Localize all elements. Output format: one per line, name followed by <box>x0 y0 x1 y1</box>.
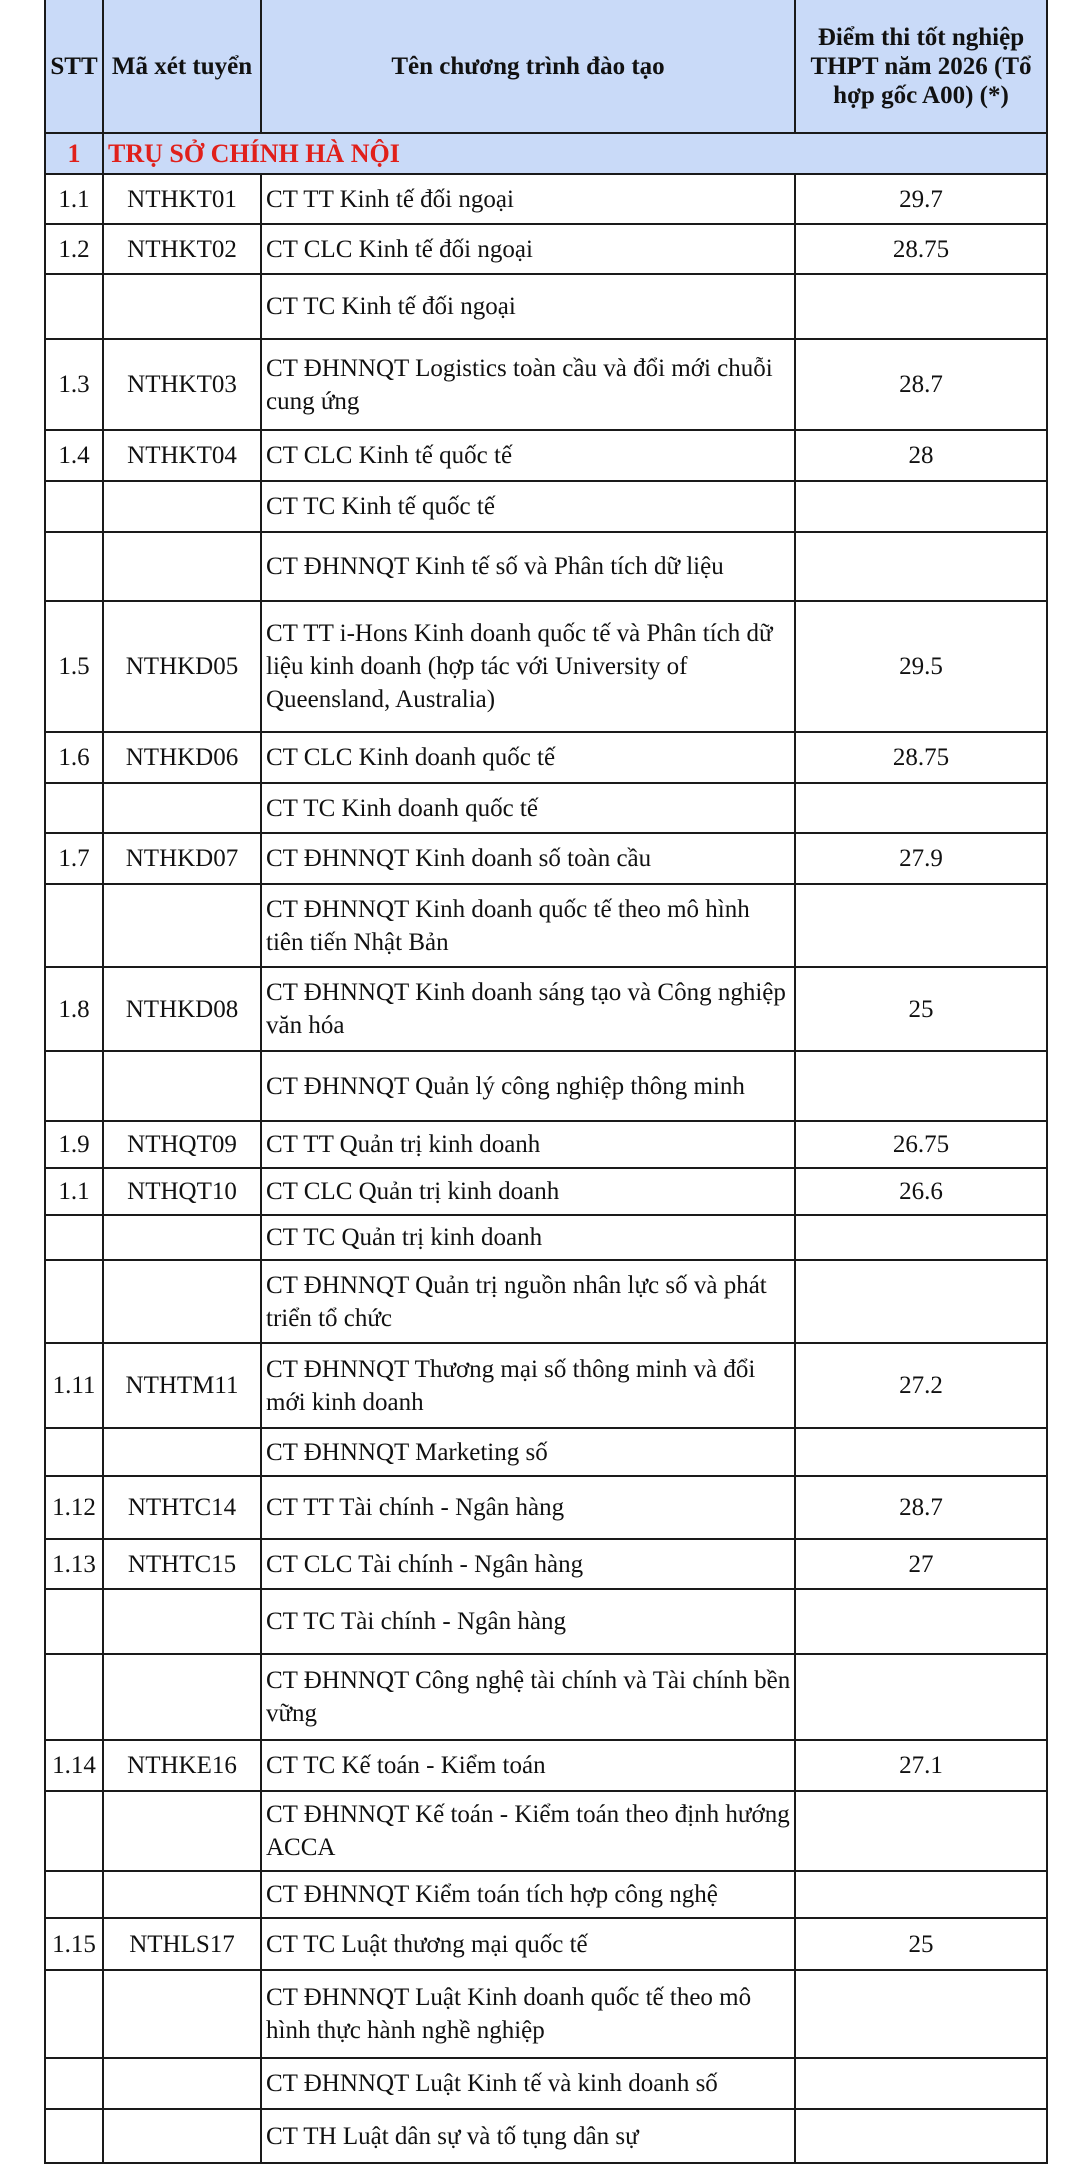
cell-score: 28.75 <box>795 224 1047 274</box>
cell-program-name: CT ĐHNNQT Thương mại số thông minh và đổi mới kinh doanh <box>261 1343 795 1428</box>
cell-code <box>103 1051 261 1121</box>
cell-score: 28.75 <box>795 732 1047 783</box>
cell-stt: 1.1 <box>45 174 103 224</box>
table-row <box>45 1051 1047 1121</box>
cell-stt: 1.6 <box>45 732 103 783</box>
cell-stt: 1.14 <box>45 1740 103 1791</box>
cell-code <box>103 1589 261 1654</box>
cell-program-name: CT TC Luật thương mại quốc tế <box>261 1918 795 1970</box>
cell-stt <box>45 481 103 532</box>
cell-code <box>103 1871 261 1918</box>
cell-score: 27.2 <box>795 1343 1047 1428</box>
cell-score: 29.5 <box>795 601 1047 732</box>
cell-code: NTHKD07 <box>103 833 261 884</box>
cell-stt <box>45 1428 103 1476</box>
cell-code: NTHQT10 <box>103 1168 261 1215</box>
cell-stt: 1.13 <box>45 1539 103 1589</box>
cell-code <box>103 2058 261 2109</box>
table-row <box>45 1343 1047 1428</box>
section-title: TRỤ SỞ CHÍNH HÀ NỘI <box>103 133 1047 174</box>
cell-stt: 1.1 <box>45 1168 103 1215</box>
admission-scores-table-wrapper <box>44 0 1046 2164</box>
cell-score <box>795 884 1047 967</box>
cell-code: NTHQT09 <box>103 1121 261 1168</box>
cell-score: 27 <box>795 1539 1047 1589</box>
cell-program-name: CT CLC Quản trị kinh doanh <box>261 1168 795 1215</box>
cell-score: 26.75 <box>795 1121 1047 1168</box>
cell-code <box>103 532 261 601</box>
cell-stt <box>45 1260 103 1343</box>
cell-stt <box>45 274 103 339</box>
table-row <box>45 732 1047 783</box>
header-score: Điểm thi tốt nghiệp THPT năm 2026 (Tổ hợp gốc A00) (*) <box>795 0 1047 133</box>
header-code: Mã xét tuyển <box>103 0 261 133</box>
cell-code <box>103 2109 261 2163</box>
section-number: 1 <box>45 133 103 174</box>
cell-program-name: CT ĐHNNQT Kế toán - Kiểm toán theo định hướng ACCA <box>261 1791 795 1871</box>
table-row <box>45 430 1047 481</box>
cell-stt <box>45 2058 103 2109</box>
table-row <box>45 224 1047 274</box>
table-row <box>45 1740 1047 1791</box>
table-row <box>45 783 1047 833</box>
table-row <box>45 339 1047 430</box>
cell-program-name: CT TC Tài chính - Ngân hàng <box>261 1589 795 1654</box>
cell-program-name: CT CLC Tài chính - Ngân hàng <box>261 1539 795 1589</box>
cell-code <box>103 1654 261 1740</box>
table-row <box>45 1215 1047 1260</box>
table-row <box>45 1539 1047 1589</box>
cell-program-name: CT TC Kinh tế quốc tế <box>261 481 795 532</box>
cell-code: NTHKT03 <box>103 339 261 430</box>
cell-program-name: CT CLC Kinh tế quốc tế <box>261 430 795 481</box>
cell-stt <box>45 884 103 967</box>
cell-program-name: CT TT Quản trị kinh doanh <box>261 1121 795 1168</box>
cell-stt <box>45 1871 103 1918</box>
cell-program-name: CT ĐHNNQT Kinh doanh quốc tế theo mô hình tiên tiến Nhật Bản <box>261 884 795 967</box>
cell-program-name: CT ĐHNNQT Marketing số <box>261 1428 795 1476</box>
cell-score: 29.7 <box>795 174 1047 224</box>
admission-scores-table <box>44 0 1048 2164</box>
cell-program-name: CT TT i-Hons Kinh doanh quốc tế và Phân tích dữ liệu kinh doanh (hợp tác với University of Queensland, Australia) <box>261 601 795 732</box>
cell-program-name: CT TC Kinh tế đối ngoại <box>261 274 795 339</box>
section-row <box>45 133 1047 174</box>
cell-score <box>795 1970 1047 2058</box>
cell-program-name: CT TH Luật dân sự và tố tụng dân sự <box>261 2109 795 2163</box>
cell-stt: 1.11 <box>45 1343 103 1428</box>
cell-code: NTHKT04 <box>103 430 261 481</box>
cell-code: NTHKT02 <box>103 224 261 274</box>
cell-stt <box>45 1970 103 2058</box>
table-row <box>45 1918 1047 1970</box>
cell-stt <box>45 1791 103 1871</box>
cell-program-name: CT CLC Kinh tế đối ngoại <box>261 224 795 274</box>
table-row <box>45 601 1047 732</box>
cell-code <box>103 481 261 532</box>
cell-score <box>795 1654 1047 1740</box>
cell-score <box>795 1428 1047 1476</box>
cell-code: NTHLS17 <box>103 1918 261 1970</box>
table-row <box>45 1589 1047 1654</box>
cell-program-name: CT ĐHNNQT Kinh tế số và Phân tích dữ liệu <box>261 532 795 601</box>
cell-score <box>795 783 1047 833</box>
cell-code <box>103 1215 261 1260</box>
cell-stt: 1.7 <box>45 833 103 884</box>
table-row <box>45 2109 1047 2163</box>
cell-stt: 1.4 <box>45 430 103 481</box>
table-row <box>45 1871 1047 1918</box>
cell-program-name: CT TC Kế toán - Kiểm toán <box>261 1740 795 1791</box>
cell-stt: 1.15 <box>45 1918 103 1970</box>
cell-stt <box>45 1051 103 1121</box>
cell-code <box>103 274 261 339</box>
cell-code <box>103 783 261 833</box>
cell-program-name: CT TC Kinh doanh quốc tế <box>261 783 795 833</box>
table-row <box>45 532 1047 601</box>
cell-stt <box>45 2109 103 2163</box>
cell-program-name: CT ĐHNNQT Luật Kinh doanh quốc tế theo mô hình thực hành nghề nghiệp <box>261 1970 795 2058</box>
cell-stt: 1.3 <box>45 339 103 430</box>
cell-score: 28 <box>795 430 1047 481</box>
cell-score <box>795 2058 1047 2109</box>
cell-code <box>103 1970 261 2058</box>
cell-score <box>795 1871 1047 1918</box>
cell-code: NTHKD06 <box>103 732 261 783</box>
table-row <box>45 274 1047 339</box>
header-name: Tên chương trình đào tạo <box>261 0 795 133</box>
cell-code: NTHTM11 <box>103 1343 261 1428</box>
cell-stt <box>45 783 103 833</box>
cell-score: 27.9 <box>795 833 1047 884</box>
table-row <box>45 481 1047 532</box>
cell-program-name: CT ĐHNNQT Logistics toàn cầu và đổi mới chuỗi cung ứng <box>261 339 795 430</box>
cell-program-name: CT ĐHNNQT Kiểm toán tích hợp công nghệ <box>261 1871 795 1918</box>
cell-score <box>795 481 1047 532</box>
table-header-row <box>45 0 1047 133</box>
cell-score <box>795 1791 1047 1871</box>
cell-code: NTHKE16 <box>103 1740 261 1791</box>
cell-code: NTHTC15 <box>103 1539 261 1589</box>
table-row <box>45 967 1047 1051</box>
cell-stt <box>45 1589 103 1654</box>
cell-code: NTHKT01 <box>103 174 261 224</box>
cell-stt: 1.5 <box>45 601 103 732</box>
cell-score <box>795 2109 1047 2163</box>
cell-program-name: CT ĐHNNQT Kinh doanh số toàn cầu <box>261 833 795 884</box>
cell-code: NTHKD05 <box>103 601 261 732</box>
cell-program-name: CT TT Tài chính - Ngân hàng <box>261 1476 795 1539</box>
cell-program-name: CT ĐHNNQT Luật Kinh tế và kinh doanh số <box>261 2058 795 2109</box>
cell-score <box>795 532 1047 601</box>
cell-program-name: CT ĐHNNQT Công nghệ tài chính và Tài chính bền vững <box>261 1654 795 1740</box>
cell-score <box>795 274 1047 339</box>
cell-score <box>795 1260 1047 1343</box>
cell-code <box>103 1791 261 1871</box>
cell-score: 28.7 <box>795 1476 1047 1539</box>
cell-code <box>103 1260 261 1343</box>
table-row <box>45 1428 1047 1476</box>
cell-score: 27.1 <box>795 1740 1047 1791</box>
cell-stt <box>45 532 103 601</box>
cell-program-name: CT ĐHNNQT Quản trị nguồn nhân lực số và phát triển tổ chức <box>261 1260 795 1343</box>
table-row <box>45 1121 1047 1168</box>
cell-code <box>103 1428 261 1476</box>
cell-stt: 1.2 <box>45 224 103 274</box>
cell-score <box>795 1589 1047 1654</box>
cell-score: 25 <box>795 967 1047 1051</box>
cell-score: 25 <box>795 1918 1047 1970</box>
cell-code: NTHKD08 <box>103 967 261 1051</box>
table-row <box>45 1970 1047 2058</box>
table-row <box>45 1260 1047 1343</box>
cell-code: NTHTC14 <box>103 1476 261 1539</box>
cell-score <box>795 1215 1047 1260</box>
cell-stt: 1.8 <box>45 967 103 1051</box>
table-row <box>45 884 1047 967</box>
cell-code <box>103 884 261 967</box>
cell-program-name: CT ĐHNNQT Quản lý công nghiệp thông minh <box>261 1051 795 1121</box>
table-row <box>45 1476 1047 1539</box>
table-row <box>45 833 1047 884</box>
table-row <box>45 1654 1047 1740</box>
table-row <box>45 1791 1047 1871</box>
cell-stt: 1.12 <box>45 1476 103 1539</box>
cell-stt <box>45 1215 103 1260</box>
cell-program-name: CT TC Quản trị kinh doanh <box>261 1215 795 1260</box>
table-row <box>45 2058 1047 2109</box>
cell-program-name: CT CLC Kinh doanh quốc tế <box>261 732 795 783</box>
cell-program-name: CT ĐHNNQT Kinh doanh sáng tạo và Công nghiệp văn hóa <box>261 967 795 1051</box>
cell-score <box>795 1051 1047 1121</box>
cell-stt <box>45 1654 103 1740</box>
cell-score: 28.7 <box>795 339 1047 430</box>
cell-score: 26.6 <box>795 1168 1047 1215</box>
table-row <box>45 174 1047 224</box>
header-stt: STT <box>45 0 103 133</box>
cell-stt: 1.9 <box>45 1121 103 1168</box>
table-row <box>45 1168 1047 1215</box>
cell-program-name: CT TT Kinh tế đối ngoại <box>261 174 795 224</box>
